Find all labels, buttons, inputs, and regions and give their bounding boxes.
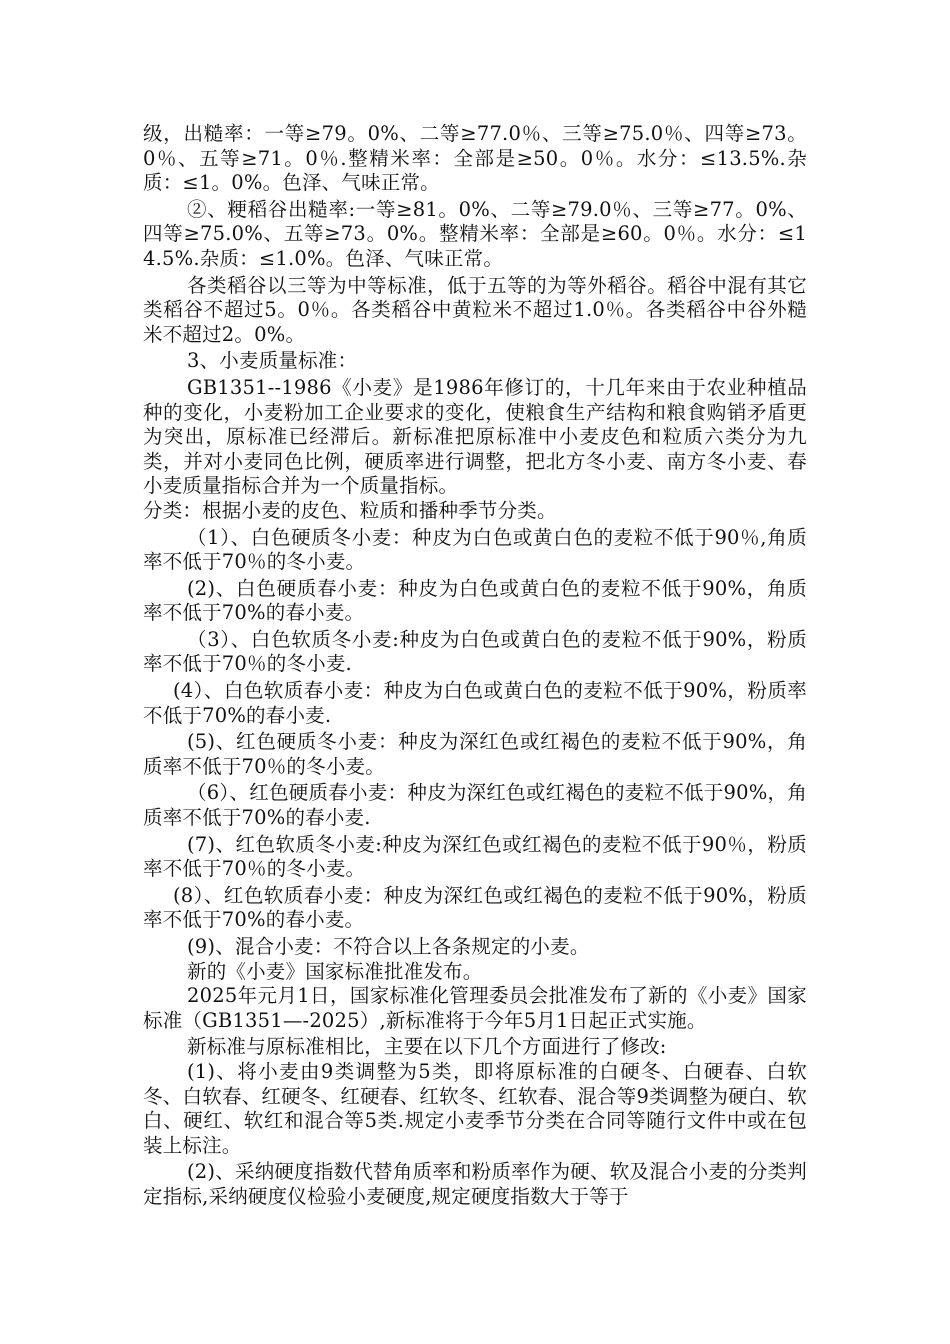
- list-item: (7)、红色软质冬小麦:种皮为深红色或红褐色的麦粒不低于90％，粉质率不低于70％的冬小麦。: [143, 832, 807, 881]
- paragraph-new-standard-release: 2025年元月1日，国家标准化管理委员会批准发布了新的《小麦》国家标准（GB1351—-2025）,新标准将于今年5月1日起正式实施。: [143, 984, 807, 1032]
- list-item: （1）、白色硬质冬小麦：种皮为白色或黄白色的麦粒不低于90％,角质率不低于70％的冬小麦。: [143, 525, 807, 574]
- list-item: (2)、白色硬质春小麦：种皮为白色或黄白色的麦粒不低于90%，角质率不低于70%的春小麦。: [143, 576, 807, 625]
- paragraph-japonica-rice: ②、粳稻谷出糙率:一等≥81。0%、二等≥79.0％、三等≥77。0%、四等≥75.0%、五等≥73。0%。整精米率：全部是≥60。0％。水分：≤14.5%.杂质：≤1.0%。色泽、气味正常。: [143, 197, 807, 270]
- list-item: (1)、将小麦由9类调整为5类，即将原标准的白硬冬、白硬春、白软冬、白软春、红硬冬、红硬春、红软冬、红软春、混合等9类调整为硬白、软白、硬红、软红和混合等5类.规定小麦季节分类在合同等随行文件中或在包装上标注。: [143, 1059, 807, 1157]
- document-body: [143, 122, 807, 1210]
- list-item: （6）、红色硬质春小麦：种皮为深红色或红褐色的麦粒不低于90%，角质率不低于70%的春小麦.: [143, 781, 807, 830]
- paragraph-changes-intro: 新标准与原标准相比，主要在以下几个方面进行了修改:: [187, 1035, 667, 1059]
- list-item: （3）、白色软质冬小麦:种皮为白色或黄白色的麦粒不低于90%，粉质率不低于70％的冬小麦.: [143, 627, 807, 676]
- section-heading-wheat: 3、小麦质量标准：: [187, 349, 358, 373]
- paragraph-classification: 分类：根据小麦的皮色、粒质和播种季节分类。: [143, 498, 557, 522]
- paragraph-gb1351: GB1351--1986《小麦》是1986年修订的，十几年来由于农业种植品种的变化，小麦粉加工企业要求的变化，使粮食生产结构和粮食购销矛盾更为突出，原标准已经滞后。新标准把原标准中小麦皮色和粒质六类分为九类，并对小麦同色比例，硬质率进行调整，把北方冬小麦、南方冬小麦、春小麦质量指标合并为一个质量指标。: [143, 375, 807, 498]
- list-item: (4）、白色软质春小麦：种皮为白色或黄白色的麦粒不低于90%，粉质率不低于70%的春小麦.: [143, 679, 807, 727]
- list-item: (5)、红色硬质冬小麦：种皮为深红色或红褐色的麦粒不低于90%，角质率不低于70％的冬小麦。: [143, 730, 807, 778]
- paragraph-grade-continuation: 级，出糙率：一等≥79。0%、二等≥77.0％、三等≥75.0％、四等≥73。0％、五等≥71。0％.整精米率：全部是≥50。0％。水分：≤13.5%.杂质：≤1。0%。色泽、气味正常。: [143, 122, 807, 195]
- list-item: (2)、采纳硬度指数代替角质率和粉质率作为硬、软及混合小麦的分类判定指标,采纳硬度仪检验小麦硬度,规定硬度指数大于等于: [143, 1160, 807, 1208]
- list-item: (8）、红色软质春小麦：种皮为深红色或红褐色的麦粒不低于90%，粉质率不低于70%的春小麦。: [143, 883, 807, 932]
- paragraph-new-standard-heading: 新的《小麦》国家标准批准发布。: [187, 959, 483, 983]
- paragraph-rice-standard: 各类稻谷以三等为中等标准，低于五等的为等外稻谷。稻谷中混有其它类稻谷不超过5。0％。各类稻谷中黄粒米不超过1.0％。各类稻谷中谷外糙米不超过2。0%。: [143, 273, 807, 346]
- list-item: (9)、混合小麦：不符合以上各条规定的小麦。: [187, 935, 590, 958]
